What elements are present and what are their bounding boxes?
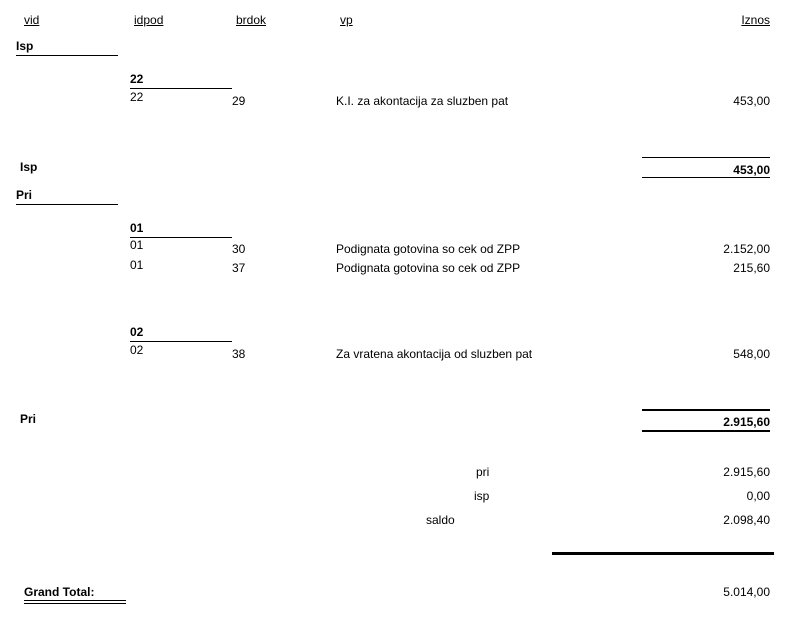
summary-label: isp [474,489,490,503]
subgroup-label: 22 [130,72,144,86]
total-underline [642,177,770,178]
cell-vp: K.I. za akontacija za sluzben pat [336,94,509,108]
cell-brdok: 30 [232,242,246,256]
grand-total-underline [24,600,126,601]
total-overline [642,409,770,411]
grand-total-underline [24,603,126,604]
subgroup-underline [130,341,232,342]
total-underline [642,430,770,432]
cell-idpod: 01 [130,258,144,272]
cell-brdok: 38 [232,347,246,361]
column-header-idpod: idpod [134,13,164,27]
summary-label: pri [476,465,490,479]
grand-total-label: Grand Total: [24,585,95,599]
subgroup-underline [130,88,232,89]
group-footer-label: Isp [20,160,38,174]
cell-iznos: 215,60 [733,261,770,275]
column-header-brdok: brdok [236,13,267,27]
total-overline [642,157,770,158]
cell-brdok: 29 [232,94,246,108]
cell-vp: Za vratena akontacija od sluzben pat [336,347,533,361]
summary-rule [552,552,774,555]
cell-iznos: 548,00 [733,347,770,361]
grand-total-value: 5.014,00 [723,585,770,599]
group-underline [16,55,118,56]
cell-brdok: 37 [232,261,246,275]
cell-idpod: 02 [130,343,144,357]
summary-value: 2.098,40 [723,513,770,527]
summary-value: 2.915,60 [723,465,770,479]
cell-iznos: 453,00 [733,94,770,108]
cell-idpod: 22 [130,90,144,104]
group-total: 453,00 [733,163,770,177]
group-footer-label: Pri [20,412,37,426]
subgroup-label: 02 [130,325,144,339]
summary-value: 0,00 [746,489,770,503]
summary-label: saldo [426,513,455,527]
group-label: Pri [16,188,33,202]
group-underline [16,204,118,205]
subgroup-underline [130,237,232,238]
subgroup-label: 01 [130,221,144,235]
group-label: Isp [16,39,34,53]
column-header-vp: vp [340,13,353,27]
cell-vp: Podignata gotovina so cek od ZPP [336,242,521,256]
cell-iznos: 2.152,00 [723,242,770,256]
cell-vp: Podignata gotovina so cek od ZPP [336,261,521,275]
group-total: 2.915,60 [723,415,770,429]
column-header-vid: vid [24,13,40,27]
column-header-iznos: Iznos [741,13,770,27]
cell-idpod: 01 [130,238,144,252]
